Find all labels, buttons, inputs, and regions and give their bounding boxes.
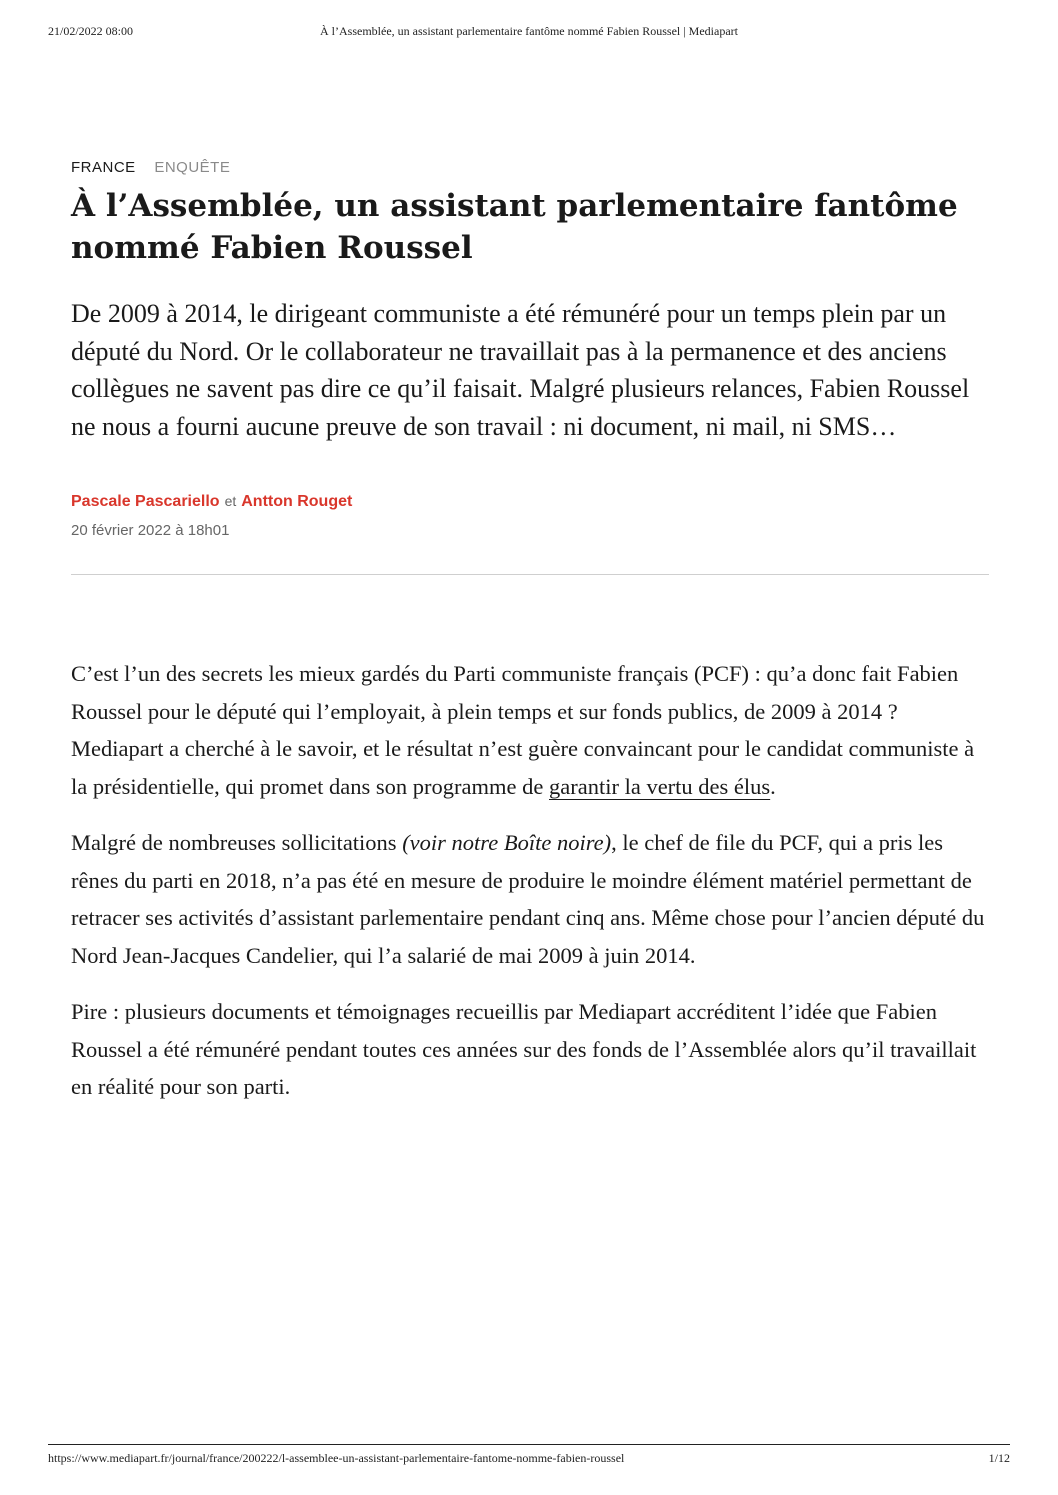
print-date: 21/02/2022 08:00 xyxy=(48,24,134,38)
article-standfirst: De 2009 à 2014, le dirigeant communiste a été rémunéré pour un temps plein par un député du Nord. Or le collaborateur ne travaillait pas à la permanence et des anciens collègues ne savent pas dire ce qu’il faisait. Malgré plusieurs relances, Fabien Roussel ne nous a fourni aucune preuve de son travail : ni document, ni mail, ni SMS… xyxy=(71,299,970,441)
article-headline: À l’Assemblée, un assistant parlementaire fantôme nommé Fabien Roussel xyxy=(71,188,958,266)
body-paragraph xyxy=(71,655,986,805)
section-label[interactable]: FRANCE xyxy=(71,159,136,176)
programme-link[interactable]: garantir la vertu des élus xyxy=(549,773,771,799)
paragraph-text: Malgré de nombreuses sollicitations xyxy=(71,830,403,855)
genre-label[interactable]: ENQUÊTE xyxy=(154,159,231,176)
article xyxy=(71,157,989,1125)
article-kicker xyxy=(71,157,989,179)
author-link[interactable]: Pascale Pascariello xyxy=(71,493,220,510)
publication-date: 20 février 2022 à 18h01 xyxy=(71,522,230,539)
paragraph-text: . xyxy=(770,773,776,799)
author-separator: et xyxy=(224,493,237,509)
byline xyxy=(71,490,989,512)
print-document-title: À l’Assemblée, un assistant parlementaire fantôme nommé Fabien Roussel | Mediapart xyxy=(320,24,738,38)
paragraph-text: , le chef de file du PCF, qui a pris les rênes du parti en 2018, n’a pas été en mesure de produire le moindre élément matériel permettant de retracer ses activités d’assistant parlementaire pendant cinq ans. Même chose pour l’ancien député du Nord Jean-Jacques Candelier, qui l’a salarié de mai 2009 à juin 2014. xyxy=(71,830,985,968)
body-paragraph: Pire : plusieurs documents et témoignages recueillis par Mediapart accréditent l’idée que Fabien Roussel a été rémunéré pendant toutes ces années sur des fonds de l’Assemblée alors qu’il travaillait en réalité pour son parti. xyxy=(71,999,977,1099)
divider xyxy=(71,574,989,575)
black-box-reference: (voir notre Boîte noire) xyxy=(402,830,612,855)
paragraph-text: C’est l’un des secrets les mieux gardés du Parti communiste français (PCF) : qu’a donc fait Fabien Roussel pour le député qui l’employait, à plein temps et sur fonds publics, de 2009 à 2014 ? Mediapart a cherché à le savoir, et le résultat n’est guère convaincant pour le candidat communiste à la présidentielle, qui promet dans son programme de xyxy=(71,661,975,799)
print-url: https://www.mediapart.fr/journal/france/200222/l-assemblee-un-assistant-parlementaire-fantome-nomme-fabien-roussel xyxy=(48,1451,625,1465)
page-number: 1/12 xyxy=(988,1451,1010,1465)
author-link[interactable]: Antton Rouget xyxy=(241,493,353,510)
print-footer xyxy=(48,1444,1010,1465)
article-body xyxy=(71,655,986,1106)
body-paragraph xyxy=(71,824,986,974)
